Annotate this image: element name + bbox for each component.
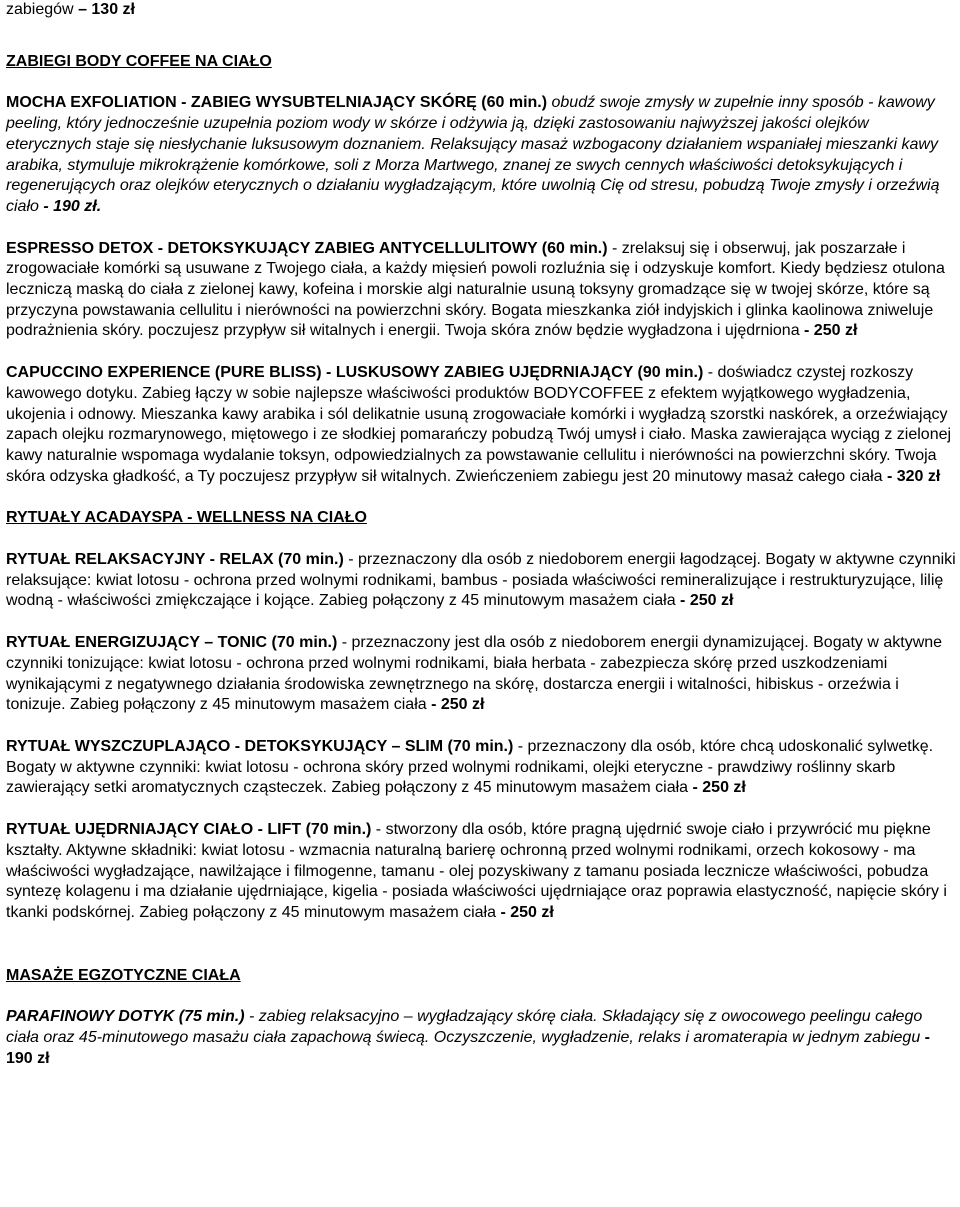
treatment-mocha (6, 93, 956, 217)
treatment-price: - 320 zł (886, 467, 941, 485)
intro-text: zabiegów (6, 1, 74, 18)
intro-price: – 130 zł (78, 1, 135, 18)
treatment-description: - stworzony dla osób, które pragną ujędrnić swoje ciało i przywrócić mu piękne kształty. Aktywne składniki: kwiat lotosu - wzmacnia naturalną barierę ochronną przed wolnymi rodnikami, orzech kokosowy - ma właściwości wygładzające, nawilżające i filmogenne, tamanu - olej pozyskiwany z tamanu posiada lecznicze właściwości, pobudza syntezę kolagenu i ma działanie ujędrniające, kigelia - posiada właściwości ujędrniające oraz poprawia elastyczność, napięcie skóry i tkanki podskórnej. Zabieg połączony z 45 minutowym masażem ciała (6, 821, 947, 921)
treatment-name: RYTUAŁ RELAKSACYJNY - RELAX (70 min.) (6, 551, 344, 569)
treatment-description: - przeznaczony dla osób z niedoborem energii łagodzącej. Bogaty w aktywne czynniki relaksujące: kwiat lotosu - ochrona przed wolnymi rodnikami, bambus - posiada właściwości remineralizujące i restrukturyzujące, lilię wodną - właściwości zmiękczające i kojące. Zabieg połączony z 45 minutowym masażem ciała (6, 551, 956, 610)
section-title-body-coffee: ZABIEGI BODY COFFEE NA CIAŁO (6, 52, 272, 70)
treatment-price: - 250 zł (431, 696, 485, 714)
spacer (6, 529, 956, 550)
spacer (6, 986, 956, 1007)
treatment-description: - zabieg relaksacyjno – wygładzający skórę ciała. Składający się z owocowego peelingu całego ciała oraz 45-minutowego masażu ciała zapachową świecą. Oczyszczenie, wygładzenie, relaks i aromaterapia w jednym zabiegu (6, 1008, 925, 1047)
treatment-espresso (6, 239, 956, 343)
treatment-name: MOCHA EXFOLIATION - ZABIEG WYSUBTELNIAJĄCY SKÓRĘ (60 min.) (6, 94, 548, 112)
treatment-description: - przeznaczony dla osób, które chcą udoskonalić sylwetkę. Bogaty w aktywne czynniki: kwiat lotosu - ochrona skóry przed wolnymi rodnikami, olejki eteryczne - prawdziwy roślinny skarb zawierający setki aromatycznych cząsteczek. Zabieg połączony z 45 minutowym masażem ciała (6, 737, 934, 797)
treatment-name: RYTUAŁ ENERGIZUJĄCY – TONIC (70 min.) (6, 634, 338, 652)
treatment-price: - 190 zł (6, 1029, 930, 1067)
treatment-name: CAPUCCINO EXPERIENCE (PURE BLISS) - LUSKUSOWY ZABIEG UJĘDRNIAJĄCY (90 min.) (6, 364, 704, 382)
treatment-price: - 250 zł (692, 779, 746, 797)
treatment-relax (6, 550, 956, 612)
section-title-acadayspa: RYTUAŁY ACADAYSPA - WELLNESS NA CIAŁO (6, 509, 367, 527)
spacer (6, 716, 956, 737)
treatment-description: - przeznaczony jest dla osób z niedoborem energii dynamizującej. Bogaty w aktywne czynniki tonizujące: kwiat lotosu - ochrona przed wolnymi rodnikami, biała herbata - zabezpiecza skórę przed uszkodzeniami wynikającymi z negatywnego działania środowiska zewnętrznego na skórę, dostarcza energii i witalności, hibiskus - orzeźwia i tonizuje. Zabieg połączony z 45 minutowym masażem ciała (6, 634, 943, 714)
treatment-name: RYTUAŁ WYSZCZUPLAJĄCO - DETOKSYKUJĄCY – SLIM (70 min.) (6, 737, 514, 755)
spacer (6, 612, 956, 633)
treatment-name: PARAFINOWY DOTYK (75 min.) (6, 1008, 245, 1026)
spacer (6, 72, 956, 93)
treatment-tonic (6, 633, 956, 716)
treatment-price: - 250 zł (500, 903, 554, 921)
spacer (6, 487, 956, 508)
treatment-description: - zrelaksuj się i obserwuj, jak poszarzałe i zrogowaciałe komórki są usuwane z Twojego ciała, a każdy mięsień powoli rozluźnia się i odzyskuje komfort. Kiedy będziesz otulona leczniczą maską do ciała z zielonej kawy, kofeina i morskie algi naturalnie usuną toksyny gromadzące się w twojej skórze, które są przyczyna powstawania cellulitu i nierówności na powierzchni skóry. Bogata mieszkanka ziół indyjskich i glinka kaolinowa zniweluje podrażnienia skóry. poczujesz przypływ sił witalnych i energii. Twoja skóra znów będzie wygładzona i ujędrniona (6, 239, 945, 340)
treatment-price: - 250 zł (680, 592, 734, 610)
treatment-description: - doświadcz czystej rozkoszy kawowego dotyku. Zabieg łączy w sobie najlepsze właściwości produktów BODYCOFFEE z efektem wyjątkowego wygładzenia, ukojenia i odnowy. Mieszanka kawy arabika i sól delikatnie usuną zrogowaciałe komórki i wygładzą szorstki naskórek, a orzeźwiający zapach olejku rozmarynowego, miętowego i ze słodkiej pomarańczy pobudzą Twój umysł i ciało. Maska zawierająca wyciąg z zielonej kawy naturalnie wspomaga wydalanie toksyn, odpowiedzialnych za powstawanie cellulitu i nierówności na powierzchni skóry. Twoja skóra odzyska gładkość, a Ty poczujesz przypływ sił witalnych. Zwieńczeniem zabiegu jest 20 minutowy masaż całego ciała (6, 364, 952, 485)
treatment-parafinowy (6, 1007, 956, 1069)
intro-line (6, 0, 956, 21)
treatment-description: obudź swoje zmysły w zupełnie inny sposób - kawowy peeling, który jednocześnie uzupełnia poziom wody w skórze i odżywia ją, dzięki zastosowaniu najwyższej jakości olejków eterycznych staje się niesłychanie luksusowym doznaniem. Relaksujący masaż wzbogacony działaniem wspaniałej mieszanki kawy arabika, stymuluje mikrokrążenie komórkowe, soli z Morza Martwego, znanej ze swych cennych właściwości detoksykujących i regenerujących oraz olejków eterycznych o działaniu wygładzającym, które uwolnią Cię od stresu, pobudzą Twoje zmysły i orzeźwią ciało (6, 94, 940, 215)
treatment-lift (6, 820, 956, 924)
spacer (6, 21, 956, 52)
section-title-exotic: MASAŻE EGZOTYCZNE CIAŁA (6, 966, 241, 984)
treatment-slim (6, 737, 956, 799)
treatment-price: - 190 zł. (43, 197, 102, 215)
treatment-capuccino (6, 363, 956, 487)
spacer (6, 799, 956, 820)
treatment-name: RYTUAŁ UJĘDRNIAJĄCY CIAŁO - LIFT (70 min.) (6, 821, 372, 839)
treatment-name: ESPRESSO DETOX - DETOKSYKUJĄCY ZABIEG ANTYCELLULITOWY (60 min.) (6, 239, 608, 257)
spacer (6, 342, 956, 363)
spacer (6, 218, 956, 239)
treatment-price: - 250 zł (804, 322, 858, 340)
spacer (6, 924, 956, 966)
